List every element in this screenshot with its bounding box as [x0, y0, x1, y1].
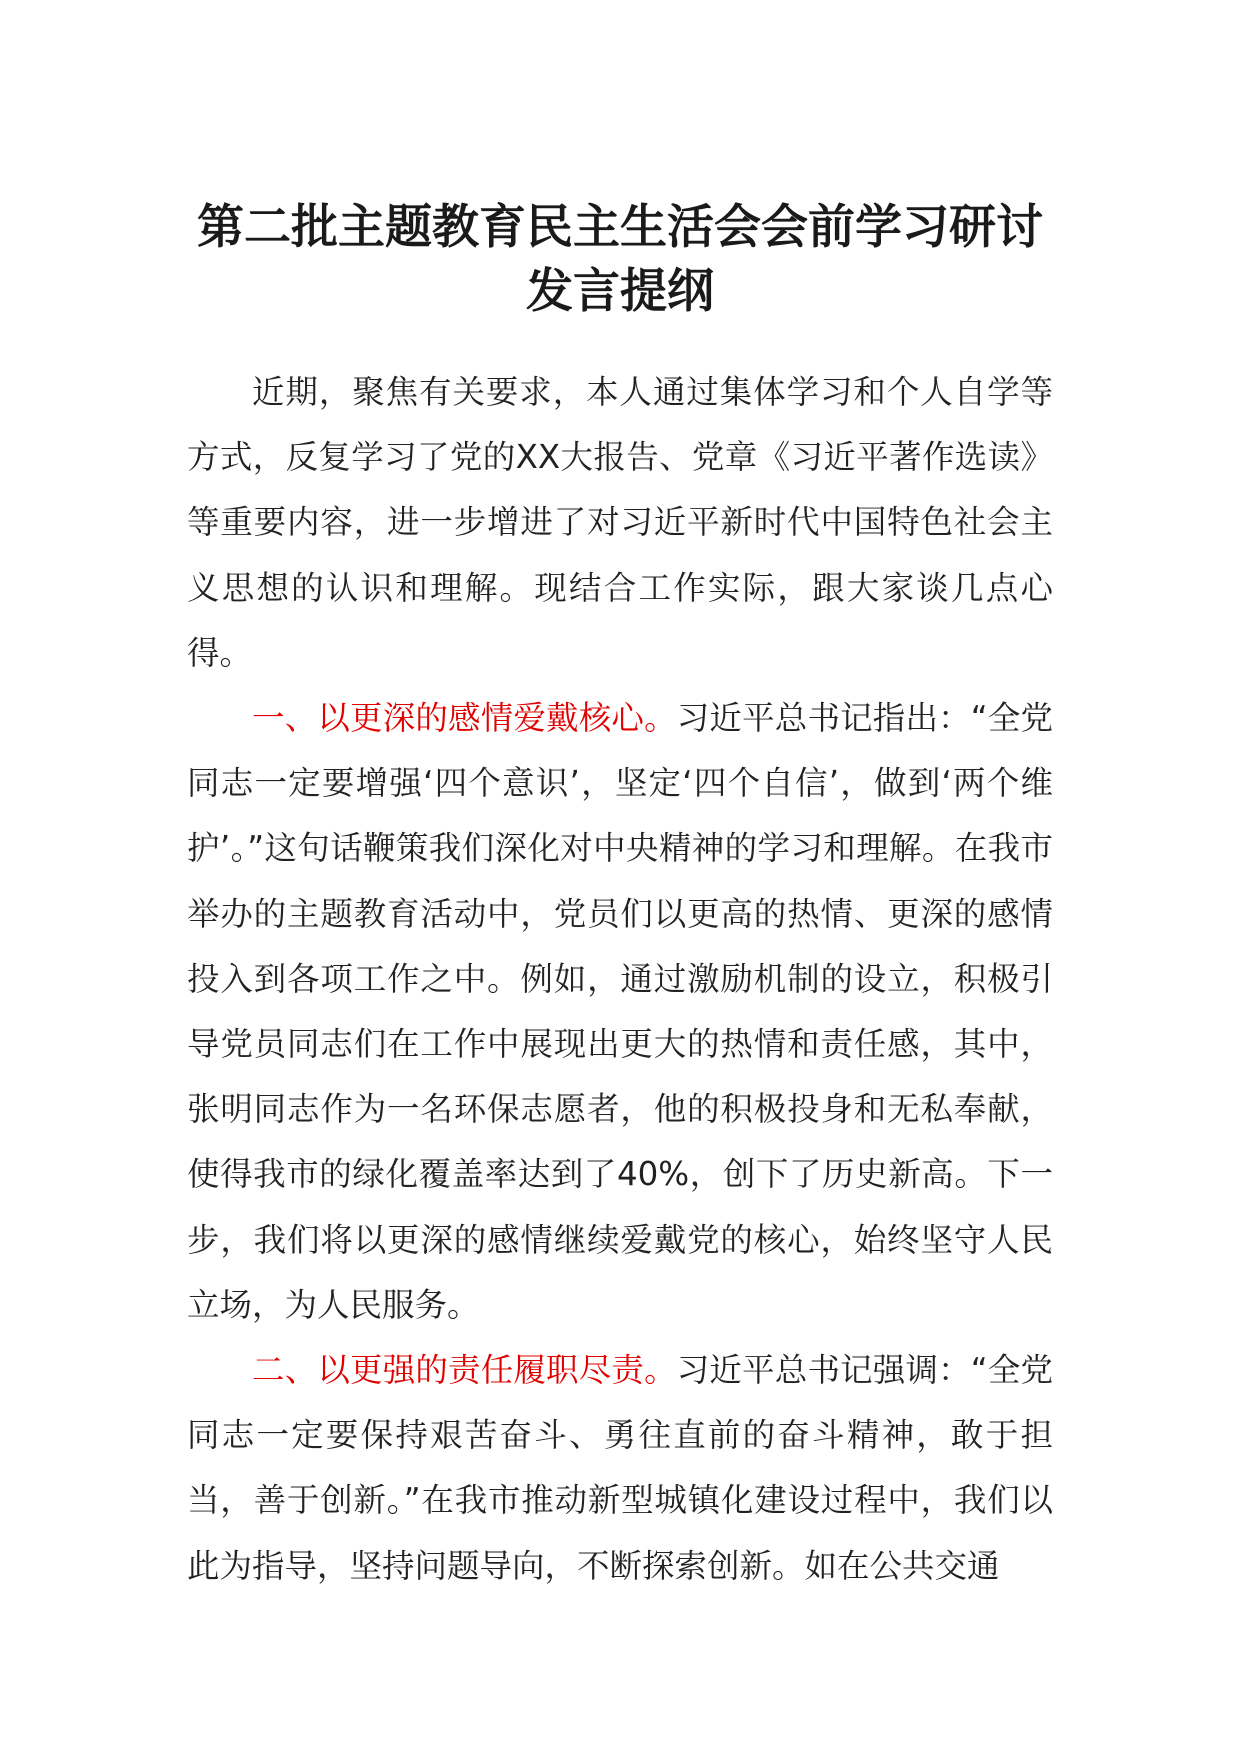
document-title: 第二批主题教育民主生活会会前学习研讨发言提纲 — [197, 200, 1043, 319]
section-two-paragraph — [187, 1338, 1053, 1599]
document-body — [187, 360, 1053, 1599]
intro-paragraph — [187, 360, 1053, 686]
section-two-heading: 二、以更强的责任履职尽责。 — [252, 1351, 677, 1390]
section-one-heading: 一、以更深的感情爱戴核心。 — [252, 699, 677, 738]
section-one-text: 习近平总书记指出：“全党同志一定要增强‘四个意识’，坚定‘四个自信’，做到‘两个维护’。”这句话鞭策我们深化对中央精神的学习和理解。在我市举办的主题教育活动中，党员们以更高的热情、更深的感情投入到各项工作之中。例如，通过激励机制的设立，积极引导党员同志们在工作中展现出更大的热情和责任感，其中，张明同志作为一名环保志愿者，他的积极投身和无私奉献，使得我市的绿化覆盖率达到了40%，创下了历史新高。下一步，我们将以更深的感情继续爱戴党的核心，始终坚守人民立场，为人民服务。 — [187, 699, 1053, 1324]
intro-paragraph-text: 近期，聚焦有关要求，本人通过集体学习和个人自学等方式，反复学习了党的XX大报告、党章《习近平著作选读》等重要内容，进一步增进了对习近平新时代中国特色社会主义思想的认识和理解。现结合工作实际，跟大家谈几点心得。 — [187, 373, 1053, 672]
section-two-text: 习近平总书记强调：“全党同志一定要保持艰苦奋斗、勇往直前的奋斗精神，敢于担当，善于创新。”在我市推动新型城镇化建设过程中，我们以此为指导，坚持问题导向，不断探索创新。如在公共交通 — [187, 1351, 1053, 1585]
section-one-paragraph — [187, 686, 1053, 1338]
